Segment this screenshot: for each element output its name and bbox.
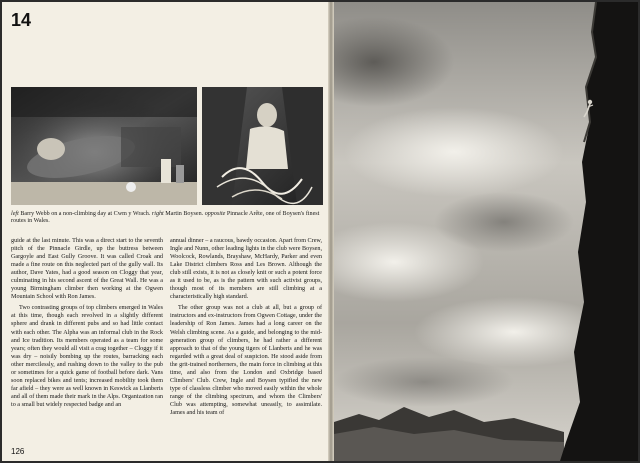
paragraph: guide at the last minute. This was a direct start to the seventh pitch of the Pinnacle Girdle, up the buttress between Gargoyle and East Gully Groove. It was called Croak and made a fine route on this neglected part of the gully wall. Its author, Dave Yates, had a good season on Cloggy that year, culminating in his second ascent of the Great Wall. He was a young Birmingham climber then working at the Ogwen Mountain School with Ron James.: [11, 238, 163, 301]
caption-opposite-label: opposite: [204, 211, 226, 217]
caption-right-text: Martin Boysen.: [163, 211, 205, 217]
paragraph: The other group was not a club at all, but a group of instructors and ex-instructors from Ogwen Cottage, under the leadership of Ron James. James had a long career on the Welsh climbing scene. As a guide, and belonging to the mid-generation group of climbers, he had rather a different approach to that of the young tigers of Llanberis and he was regarded with a great deal of suspicion. He stood aside from the grit-trained northerners, the main force in climbing at this time, and also from the London and Oxbridge based Climbers' Club. Crew, Ingle and Boysen typified the new type of classless climber who moved easily within the whole range of the climbing spectrum, and whom the Climbers' Club was attempting, somewhat uneasily, to assimilate. James and his team of: [170, 305, 322, 416]
chapter-number: 14: [11, 10, 32, 30]
left-page: [2, 2, 330, 461]
paragraph: Two contrasting groups of top climbers emerged in Wales at this time, though each revolved in a slightly different sphere and drank in different pubs and so had little contact with each other. The Alpha was an informal club in the Rock and Ice tradition. Its members operated as a team for some years; often they would all visit a crag together – Cloggy if it was dry – noisily bombing up the routes, barracking each other mercilessly, and rushing down to the valley to the pub or sometimes for a quick game of football before dark. Vans soon replaced bikes and tents; increased mobility took them far afield – they were as well known in Keswick as Llanberis and all of them made their mark in the Alps. Organization ran to a small but widely respected badge and an: [11, 305, 163, 408]
text-column-left: [11, 237, 163, 409]
photo-martin-boysen: [202, 87, 323, 205]
paragraph: annual dinner – a raucous, bawdy occasion. Apart from Crew, Ingle and Nunn, other leading lights in the club were Boysen, Woolcock, Rowlands, Brayshaw, McHardy, Parker and even Lake District climbers Ross and Les Brown. Although the club still exists, it is not as closely knit or such a potent force as it used to be, as is the pattern with such activist groups, though most of its members are still climbing at a characteristically high standard.: [170, 238, 322, 301]
caption-opposite-text: Pinnacle Arête, one of Boysen's finest routes in Wales.: [11, 211, 320, 225]
text-column-right: [170, 237, 322, 417]
caption-left-text: Barry Webb on a non-climbing day at Cwm y Wrach.: [18, 211, 152, 217]
photo-martin-boysen-image: [202, 87, 323, 205]
caption-left-label: left: [11, 211, 19, 217]
photo-barry-webb: [11, 87, 197, 205]
page-number: 126: [11, 447, 25, 456]
photo-pinnacle-arete: [334, 2, 638, 461]
photo-barry-webb-image: [11, 87, 197, 205]
photo-caption: [11, 211, 323, 226]
caption-right-label: right: [151, 211, 164, 217]
book-spread: [2, 2, 638, 461]
photo-pinnacle-arete-image: [334, 2, 638, 461]
